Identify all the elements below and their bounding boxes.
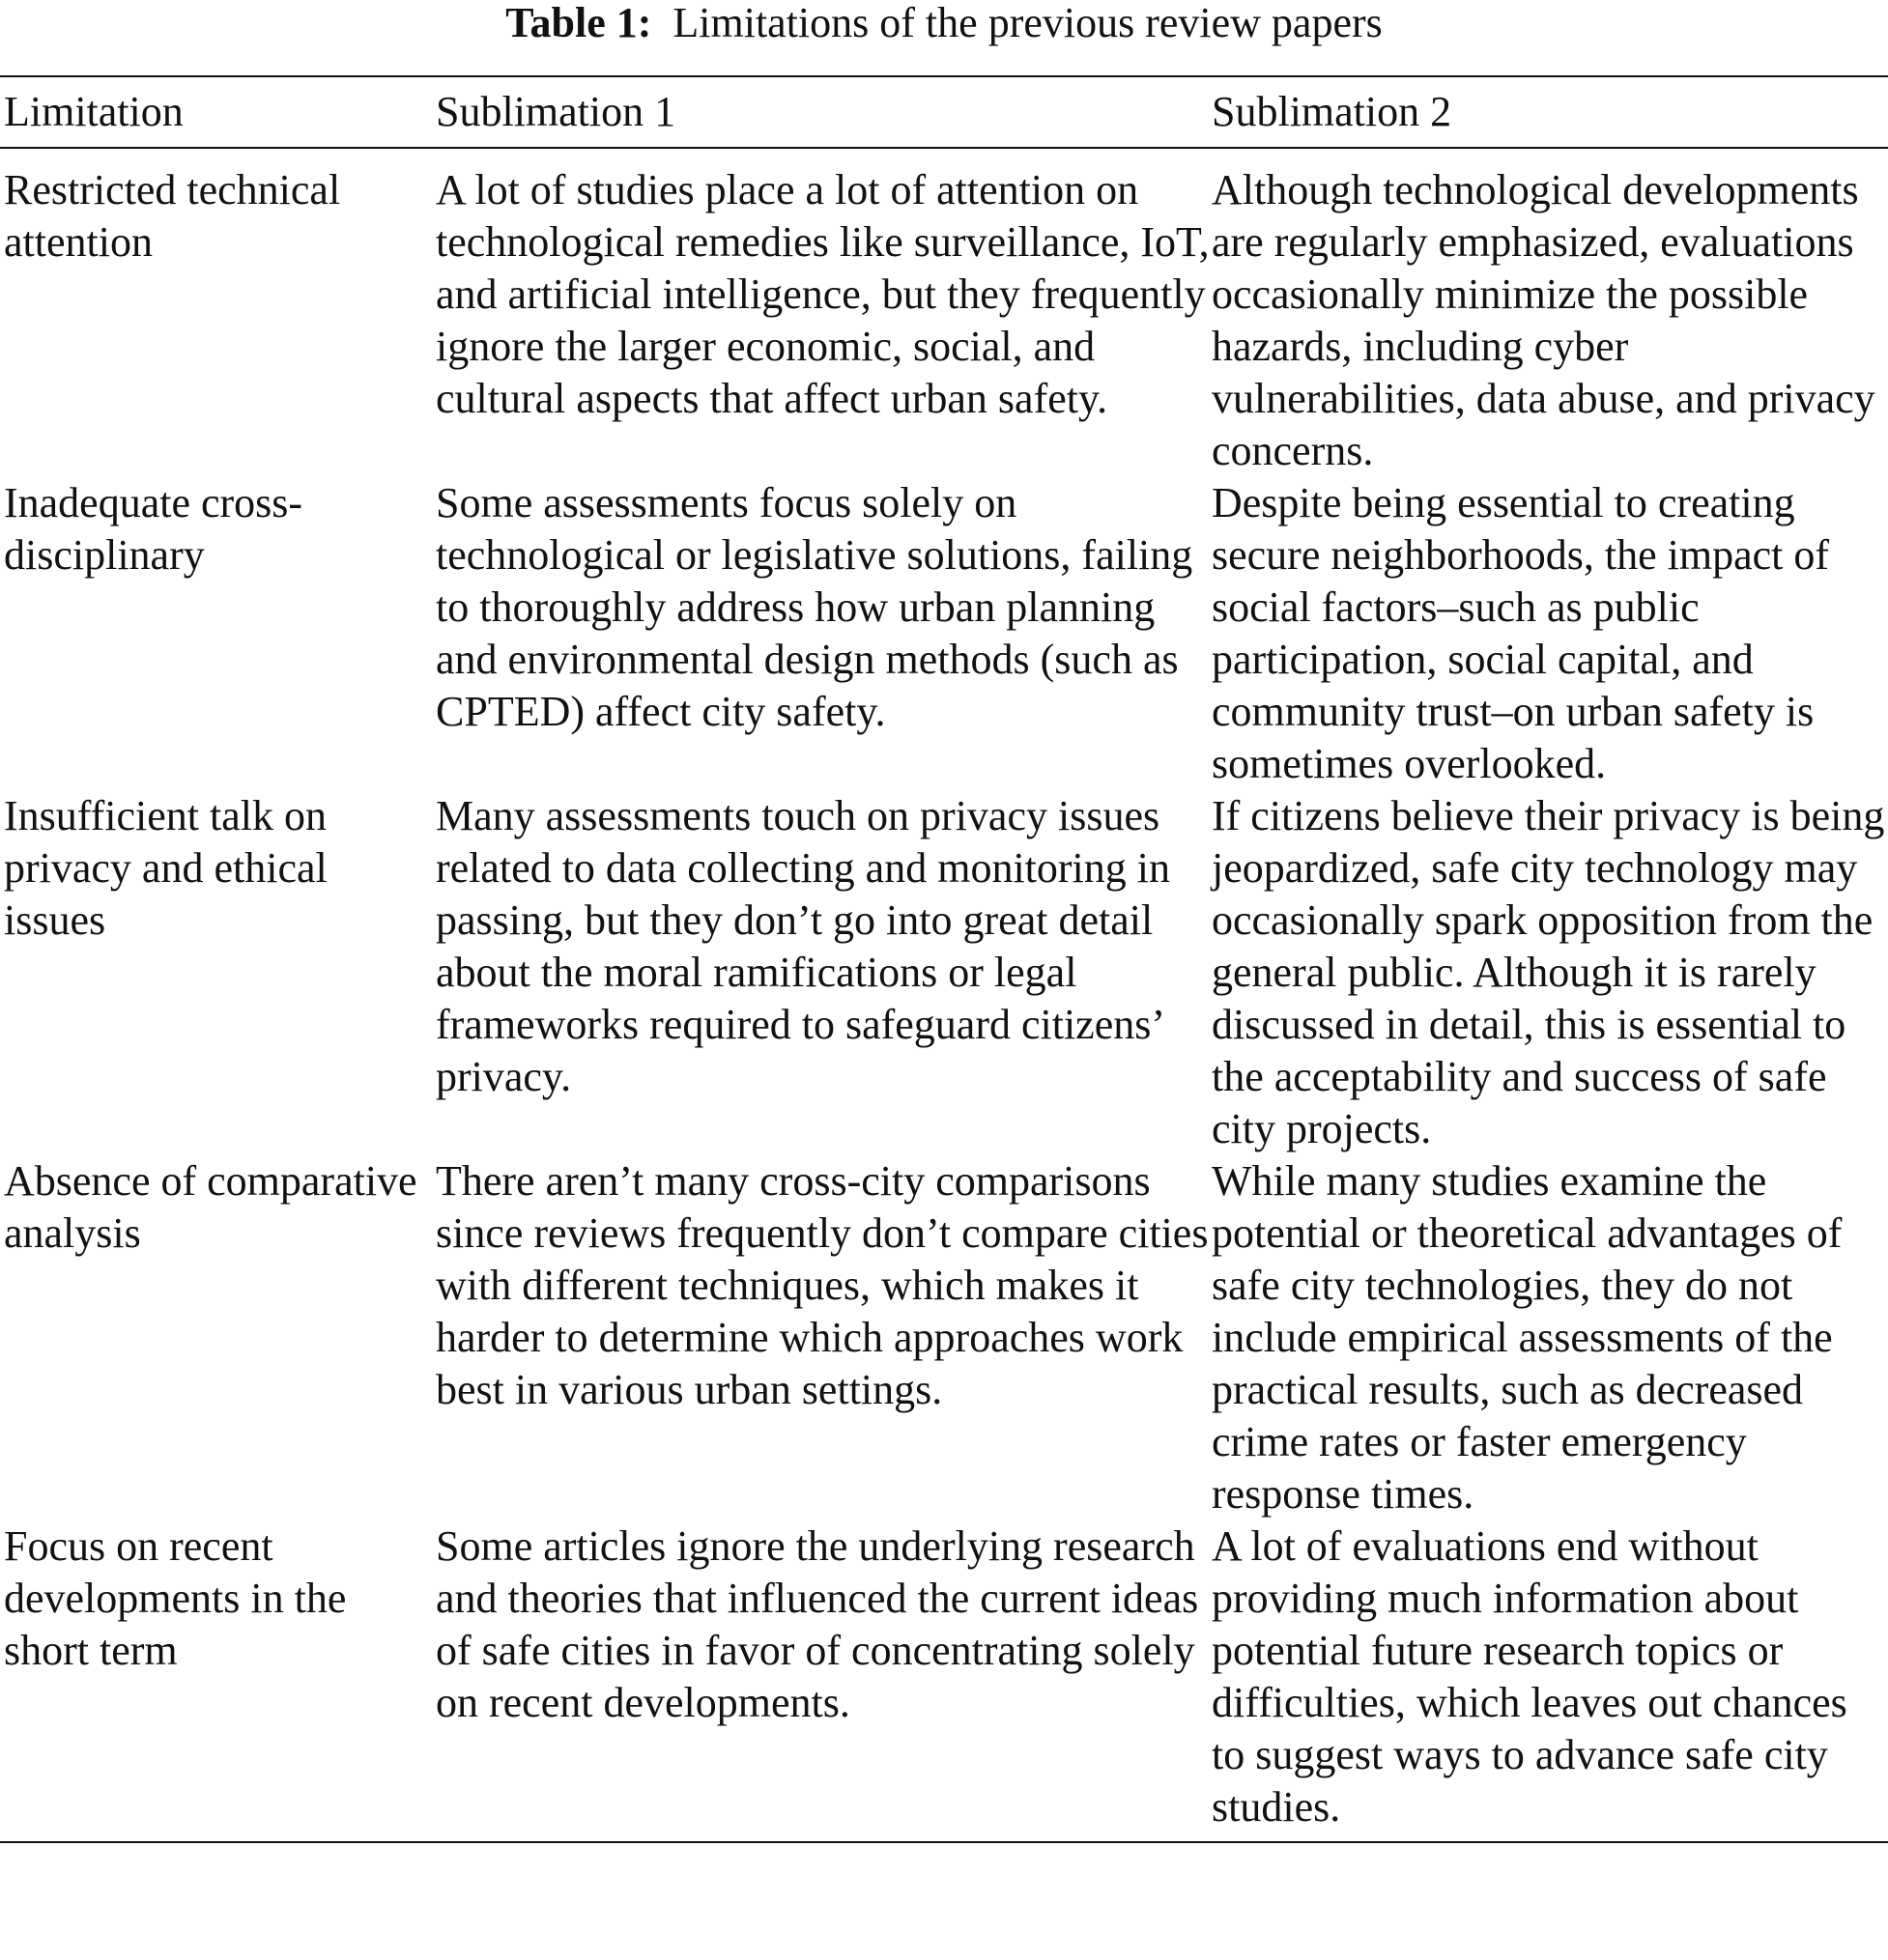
sublimation-2-cell: A lot of evaluations end without providing much information about potential future research topics or difficulties, which leaves out chances to suggest ways to advance safe city studies.: [1212, 1522, 1847, 1831]
limitation-cell: Restricted technical attention: [4, 166, 341, 266]
column-header-sublimation-2: Sublimation 2: [1212, 88, 1452, 135]
sublimation-1-cell: A lot of studies place a lot of attention on technological remedies like surveillance, IoT, and artificial intelligence, but they frequently ignore the larger economic, social, and cultural aspects that affect urban safety.: [436, 166, 1210, 422]
table-header-row: [0, 77, 1888, 149]
table-caption-text: Limitations of the previous review papers: [672, 0, 1383, 46]
table-caption: [0, 0, 1888, 46]
table-row: [0, 1520, 1888, 1833]
limitation-cell: Absence of comparative analysis: [4, 1157, 417, 1257]
limitations-table: [0, 75, 1888, 1843]
table-row: [0, 790, 1888, 1155]
limitation-cell: Insufficient talk on privacy and ethical issues: [4, 792, 328, 944]
sublimation-1-cell: Some assessments focus solely on technological or legislative solutions, failing to thoroughly address how urban planning and environmental design methods (such as CPTED) affect city safety.: [436, 479, 1193, 735]
column-header-limitation: Limitation: [4, 88, 184, 135]
sublimation-1-cell: Many assessments touch on privacy issues related to data collecting and monitoring in passing, but they don’t go into great detail about the moral ramifications or legal frameworks required to safeguard citizens’ privacy.: [436, 792, 1170, 1100]
sublimation-1-cell: Some articles ignore the underlying research and theories that influenced the current ideas of safe cities in favor of concentrating solely on recent developments.: [436, 1522, 1199, 1726]
sublimation-1-cell: There aren’t many cross-city comparisons since reviews frequently don’t compare cities with different techniques, which makes it harder to determine which approaches work best in various urban settings.: [436, 1157, 1209, 1413]
sublimation-2-cell: While many studies examine the potential or theoretical advantages of safe city technologies, they do not include empirical assessments of the practical results, such as decreased crime rates or faster emergency response times.: [1212, 1157, 1843, 1518]
sublimation-2-cell: Despite being essential to creating secure neighborhoods, the impact of social factors–such as public participation, social capital, and community trust–on urban safety is sometimes overlooked.: [1212, 479, 1830, 787]
table-row: [0, 164, 1888, 477]
sublimation-2-cell: If citizens believe their privacy is being jeopardized, safe city technology may occasionally spark opposition from the general public. Although it is rarely discussed in detail, this is essential to the acceptability and success of safe city projects.: [1212, 792, 1885, 1152]
column-header-sublimation-1: Sublimation 1: [436, 88, 676, 135]
table-row: [0, 477, 1888, 790]
table-body: [0, 149, 1888, 1841]
table-row: [0, 1155, 1888, 1520]
sublimation-2-cell: Although technological developments are regularly emphasized, evaluations occasionally minimize the possible hazards, including cyber vulnerabilities, data abuse, and privacy concerns.: [1212, 166, 1875, 474]
limitation-cell: Inadequate cross-disciplinary: [4, 479, 303, 579]
limitation-cell: Focus on recent developments in the short term: [4, 1522, 347, 1674]
table-caption-label: Table 1:: [505, 0, 652, 46]
